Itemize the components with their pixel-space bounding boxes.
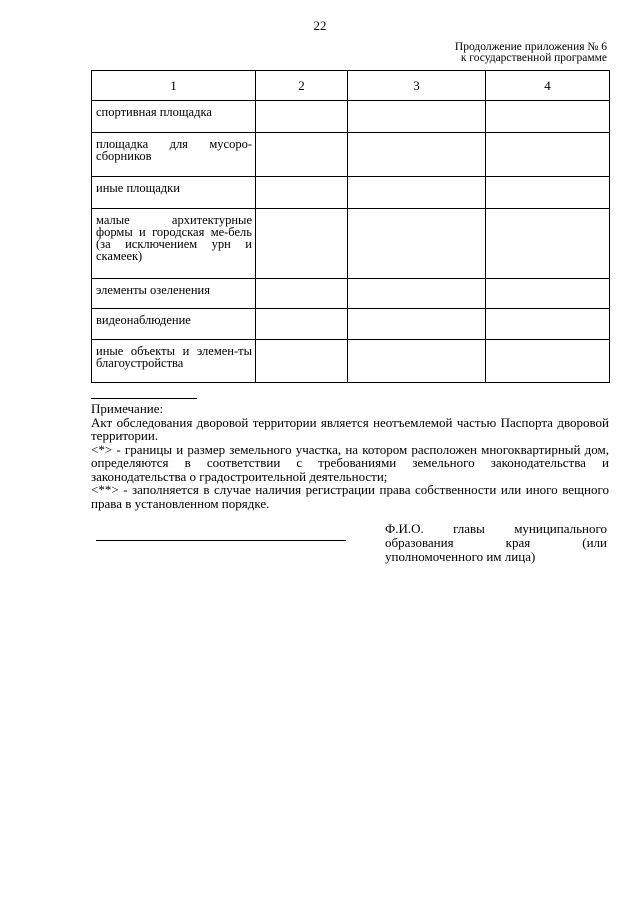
table-row [92,340,610,383]
continuation-line-1: Продолжение приложения № 6 [454,41,607,53]
table-header-row [92,71,610,101]
table-row [92,309,610,340]
table-cell [348,209,486,279]
table-cell [256,340,348,383]
table-row [92,177,610,209]
table-row [92,133,610,177]
note-paragraph: <**> - заполняется в случае наличия регистрации права собственности или иного вещного права в установленном порядке. [91,482,609,511]
table-cell [256,279,348,309]
table-cell [256,309,348,340]
table-cell [486,209,610,279]
table-row [92,101,610,133]
table-cell [348,279,486,309]
table-cell [486,279,610,309]
table-cell [256,133,348,177]
table-cell [486,177,610,209]
row-label: иные объекты и элемен-ты благоустройства [96,344,252,370]
table-cell [348,340,486,383]
note-paragraph: <*> - границы и размер земельного участка, на котором расположен многоквартирный дом, определяются в соответствии с требованиями земельного законодательства и законодательства о градостроительной деятельности; [91,441,609,484]
row-label: малые архитектурные формы и городская ме-бель (за исключением урн и скамеек) [96,213,252,263]
notes-divider [91,398,197,399]
row-label: иные площадки [96,181,180,195]
table-cell [256,209,348,279]
note-paragraph: Акт обследования дворовой территории является неотъемлемой частью Паспорта дворовой территории. [91,414,609,443]
table-cell [486,133,610,177]
continuation-header [455,42,607,64]
row-label: спортивная площадка [96,105,212,119]
column-header: 2 [256,71,348,101]
table-row [92,279,610,309]
table-cell [348,133,486,177]
table-cell [256,101,348,133]
table-cell [348,101,486,133]
table-cell [256,177,348,209]
table-cell [486,101,610,133]
row-label: площадка для мусоро-сборников [96,137,252,163]
inspection-table [91,70,610,383]
signature-caption: Ф.И.О. главы муниципального образования края (или уполномоченного им лица) [385,521,607,564]
table-cell [486,309,610,340]
notes-block [91,402,609,510]
page-number: 22 [313,18,327,33]
column-header: 3 [348,71,486,101]
continuation-line-2: к государственной программе [460,52,607,64]
row-label: элементы озеленения [96,283,210,297]
column-header: 4 [486,71,610,101]
notes-title: Примечание: [91,401,164,416]
row-label: видеонаблюдение [96,313,191,327]
column-header: 1 [92,71,256,101]
table-row [92,209,610,279]
table-cell [348,177,486,209]
table-cell [348,309,486,340]
signature-line [96,540,346,541]
table-cell [486,340,610,383]
